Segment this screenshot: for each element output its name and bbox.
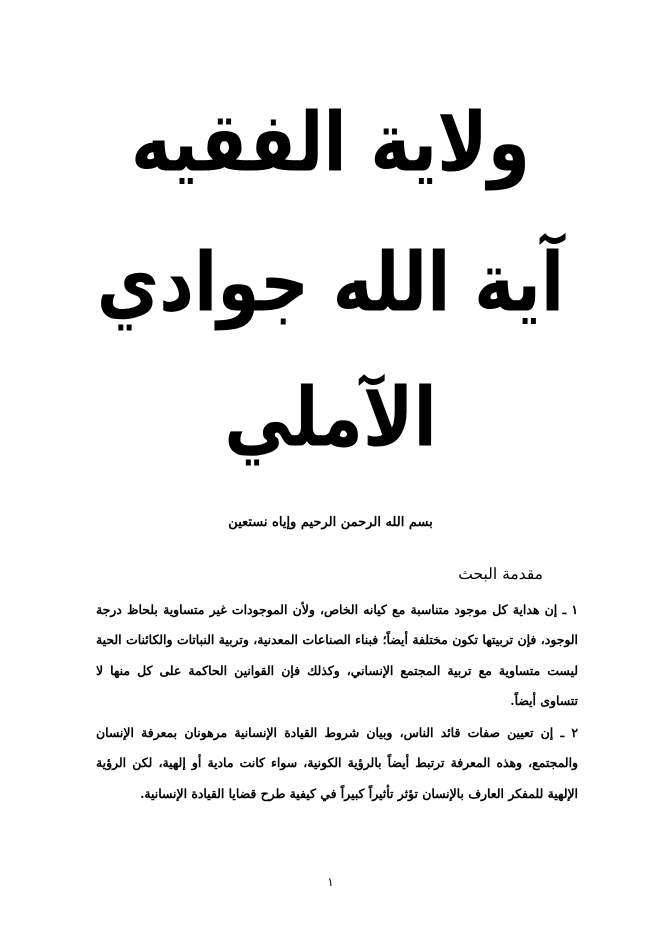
section-heading: مقدمة البحث [458, 565, 543, 583]
paragraph-2 [96, 718, 578, 809]
title-line-1: ولاية الفقيه [130, 96, 531, 191]
paragraph-2-text: ٢ ـ إن تعيين صفات قائد الناس، وبيان شروط القيادة الإنسانية مرهونان بمعرفة الإنسان والمجتمع، وهذه المعرفة ترتبط أيضاً بالرؤية الكونية، سواء كانت مادية أو إلهية، لكن الرؤية الإلهية للمفكر العارف بالإنسان تؤثر تأثيراً كبيراً في كيفية طرح قضايا القيادة الإنسانية. [96, 725, 578, 801]
title-line-3: الآملي [224, 371, 437, 466]
page-number: ١ [327, 875, 334, 889]
basmala: بسم الله الرحمن الرحيم وإياه نستعين [228, 515, 433, 530]
paragraph-1 [96, 595, 578, 717]
title-line-2: آية الله جوادي [96, 236, 565, 331]
paragraph-1-text: ١ ـ إن هداية كل موجود متناسبة مع كيانه الخاص، ولأن الموجودات غير متساوية بلحاظ درجة الوجود، فإن تربيتها تكون مختلفة أيضاً؛ فبناء الصناعات المعدنية، وتربية النباتات والكائنات الحية ليست متساوية مع تربية المجتمع الإنساني، وكذلك فإن القوانين الحاكمة على كل منها لا تتساوى أيضاً. [96, 602, 578, 709]
